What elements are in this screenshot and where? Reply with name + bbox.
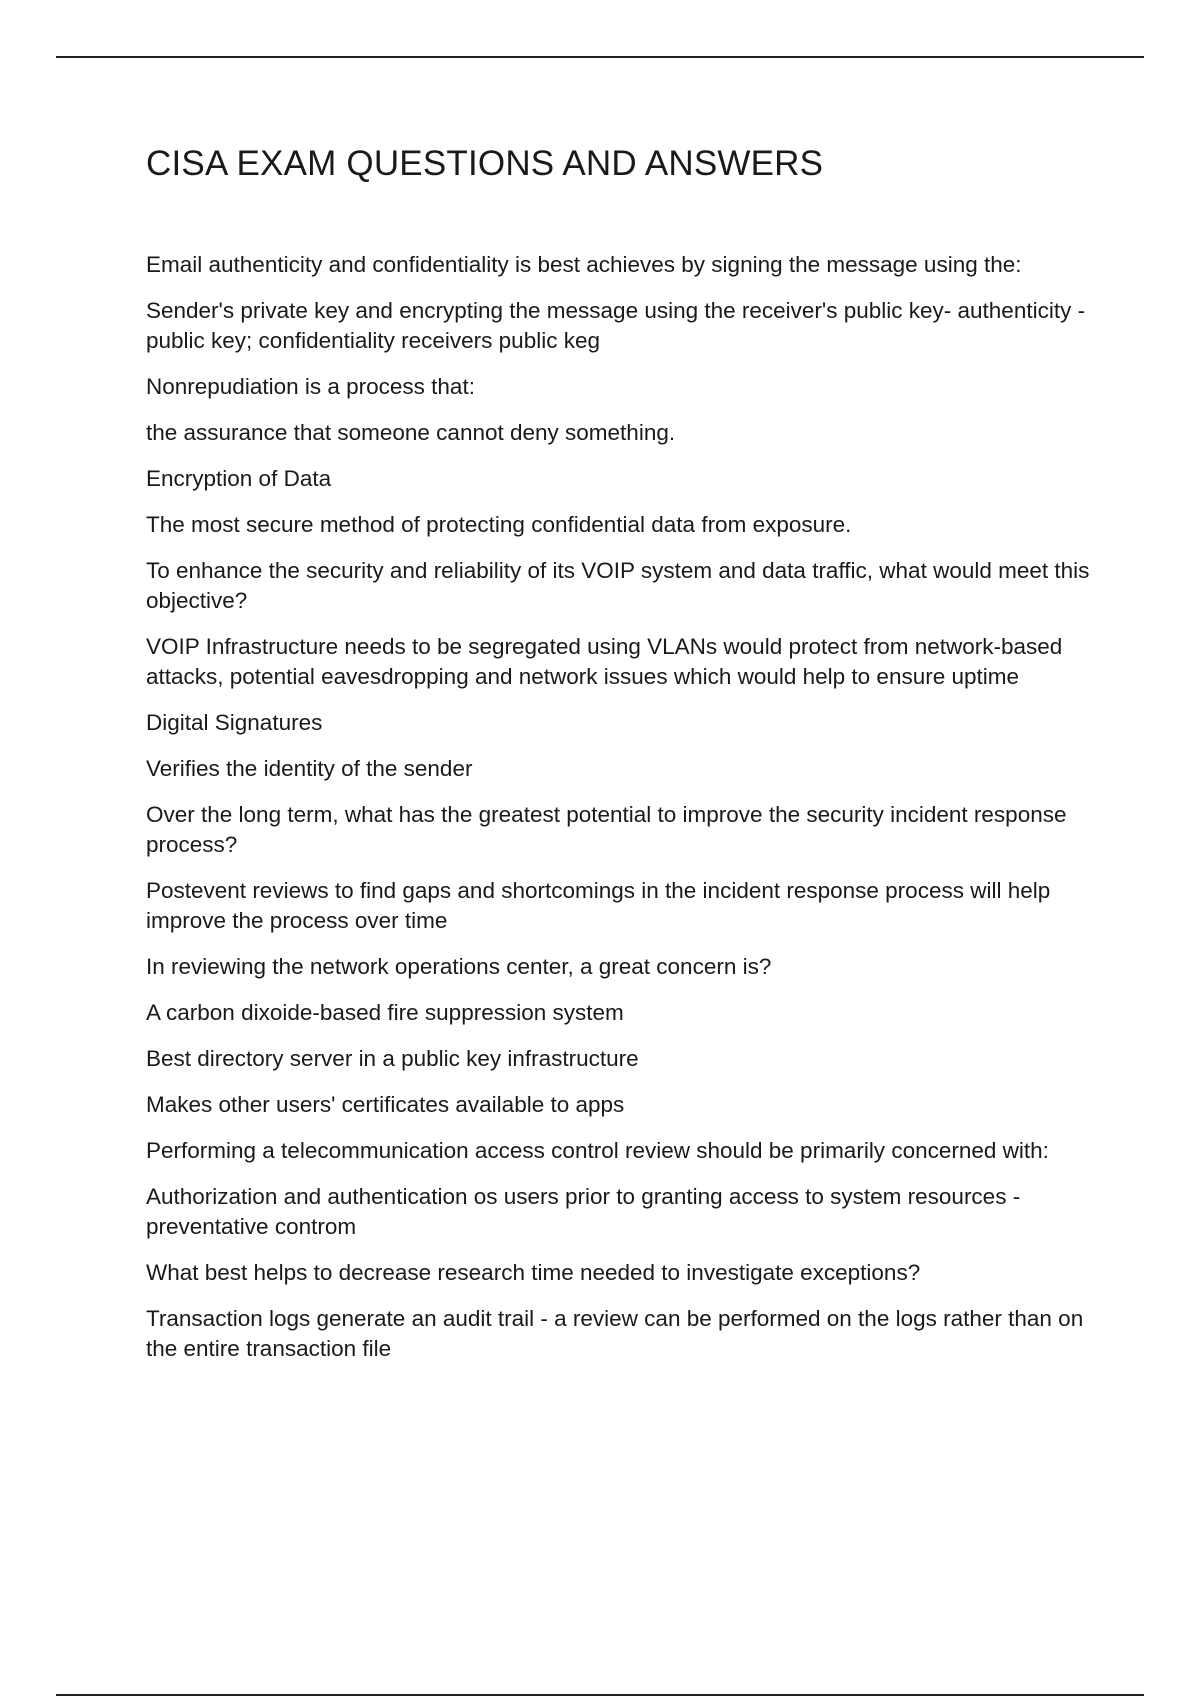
- qa-line: Nonrepudiation is a process that:: [146, 374, 475, 399]
- qa-line: Over the long term, what has the greatest potential to improve the security incident response process?: [146, 802, 1067, 857]
- qa-line: VOIP Infrastructure needs to be segregated using VLANs would protect from network-based attacks, potential eavesdropping and network issues which would help to ensure uptime: [146, 634, 1063, 689]
- top-rule: [56, 56, 1144, 58]
- qa-line: Encryption of Data: [146, 466, 332, 491]
- qa-line: Postevent reviews to find gaps and shortcomings in the incident response process will help improve the process over time: [146, 878, 1051, 933]
- qa-line: To enhance the security and reliability of its VOIP system and data traffic, what would meet this objective?: [146, 558, 1090, 613]
- qa-line: Transaction logs generate an audit trail - a review can be performed on the logs rather than on the entire transaction file: [146, 1306, 1084, 1361]
- qa-line: Sender's private key and encrypting the message using the receiver's public key- authenticity - public key; confidentiality receivers public keg: [146, 298, 1086, 353]
- qa-line: In reviewing the network operations center, a great concern is?: [146, 954, 772, 979]
- qa-line: Digital Signatures: [146, 710, 323, 735]
- qa-line: Best directory server in a public key infrastructure: [146, 1046, 639, 1071]
- qa-line: Email authenticity and confidentiality is best achieves by signing the message using the:: [146, 252, 1022, 277]
- qa-line: What best helps to decrease research time needed to investigate exceptions?: [146, 1260, 921, 1285]
- qa-line: A carbon dixoide-based fire suppression system: [146, 1000, 624, 1025]
- qa-content: [146, 250, 1096, 1380]
- qa-line: The most secure method of protecting confidential data from exposure.: [146, 512, 852, 537]
- qa-line: Verifies the identity of the sender: [146, 756, 473, 781]
- qa-line: Makes other users' certificates available to apps: [146, 1092, 625, 1117]
- bottom-rule: [56, 1694, 1144, 1696]
- qa-line: Performing a telecommunication access control review should be primarily concerned with:: [146, 1138, 1049, 1163]
- qa-line: the assurance that someone cannot deny something.: [146, 420, 676, 445]
- qa-line: Authorization and authentication os users prior to granting access to system resources - preventative controm: [146, 1184, 1021, 1239]
- page-title: CISA EXAM QUESTIONS AND ANSWERS: [146, 144, 824, 183]
